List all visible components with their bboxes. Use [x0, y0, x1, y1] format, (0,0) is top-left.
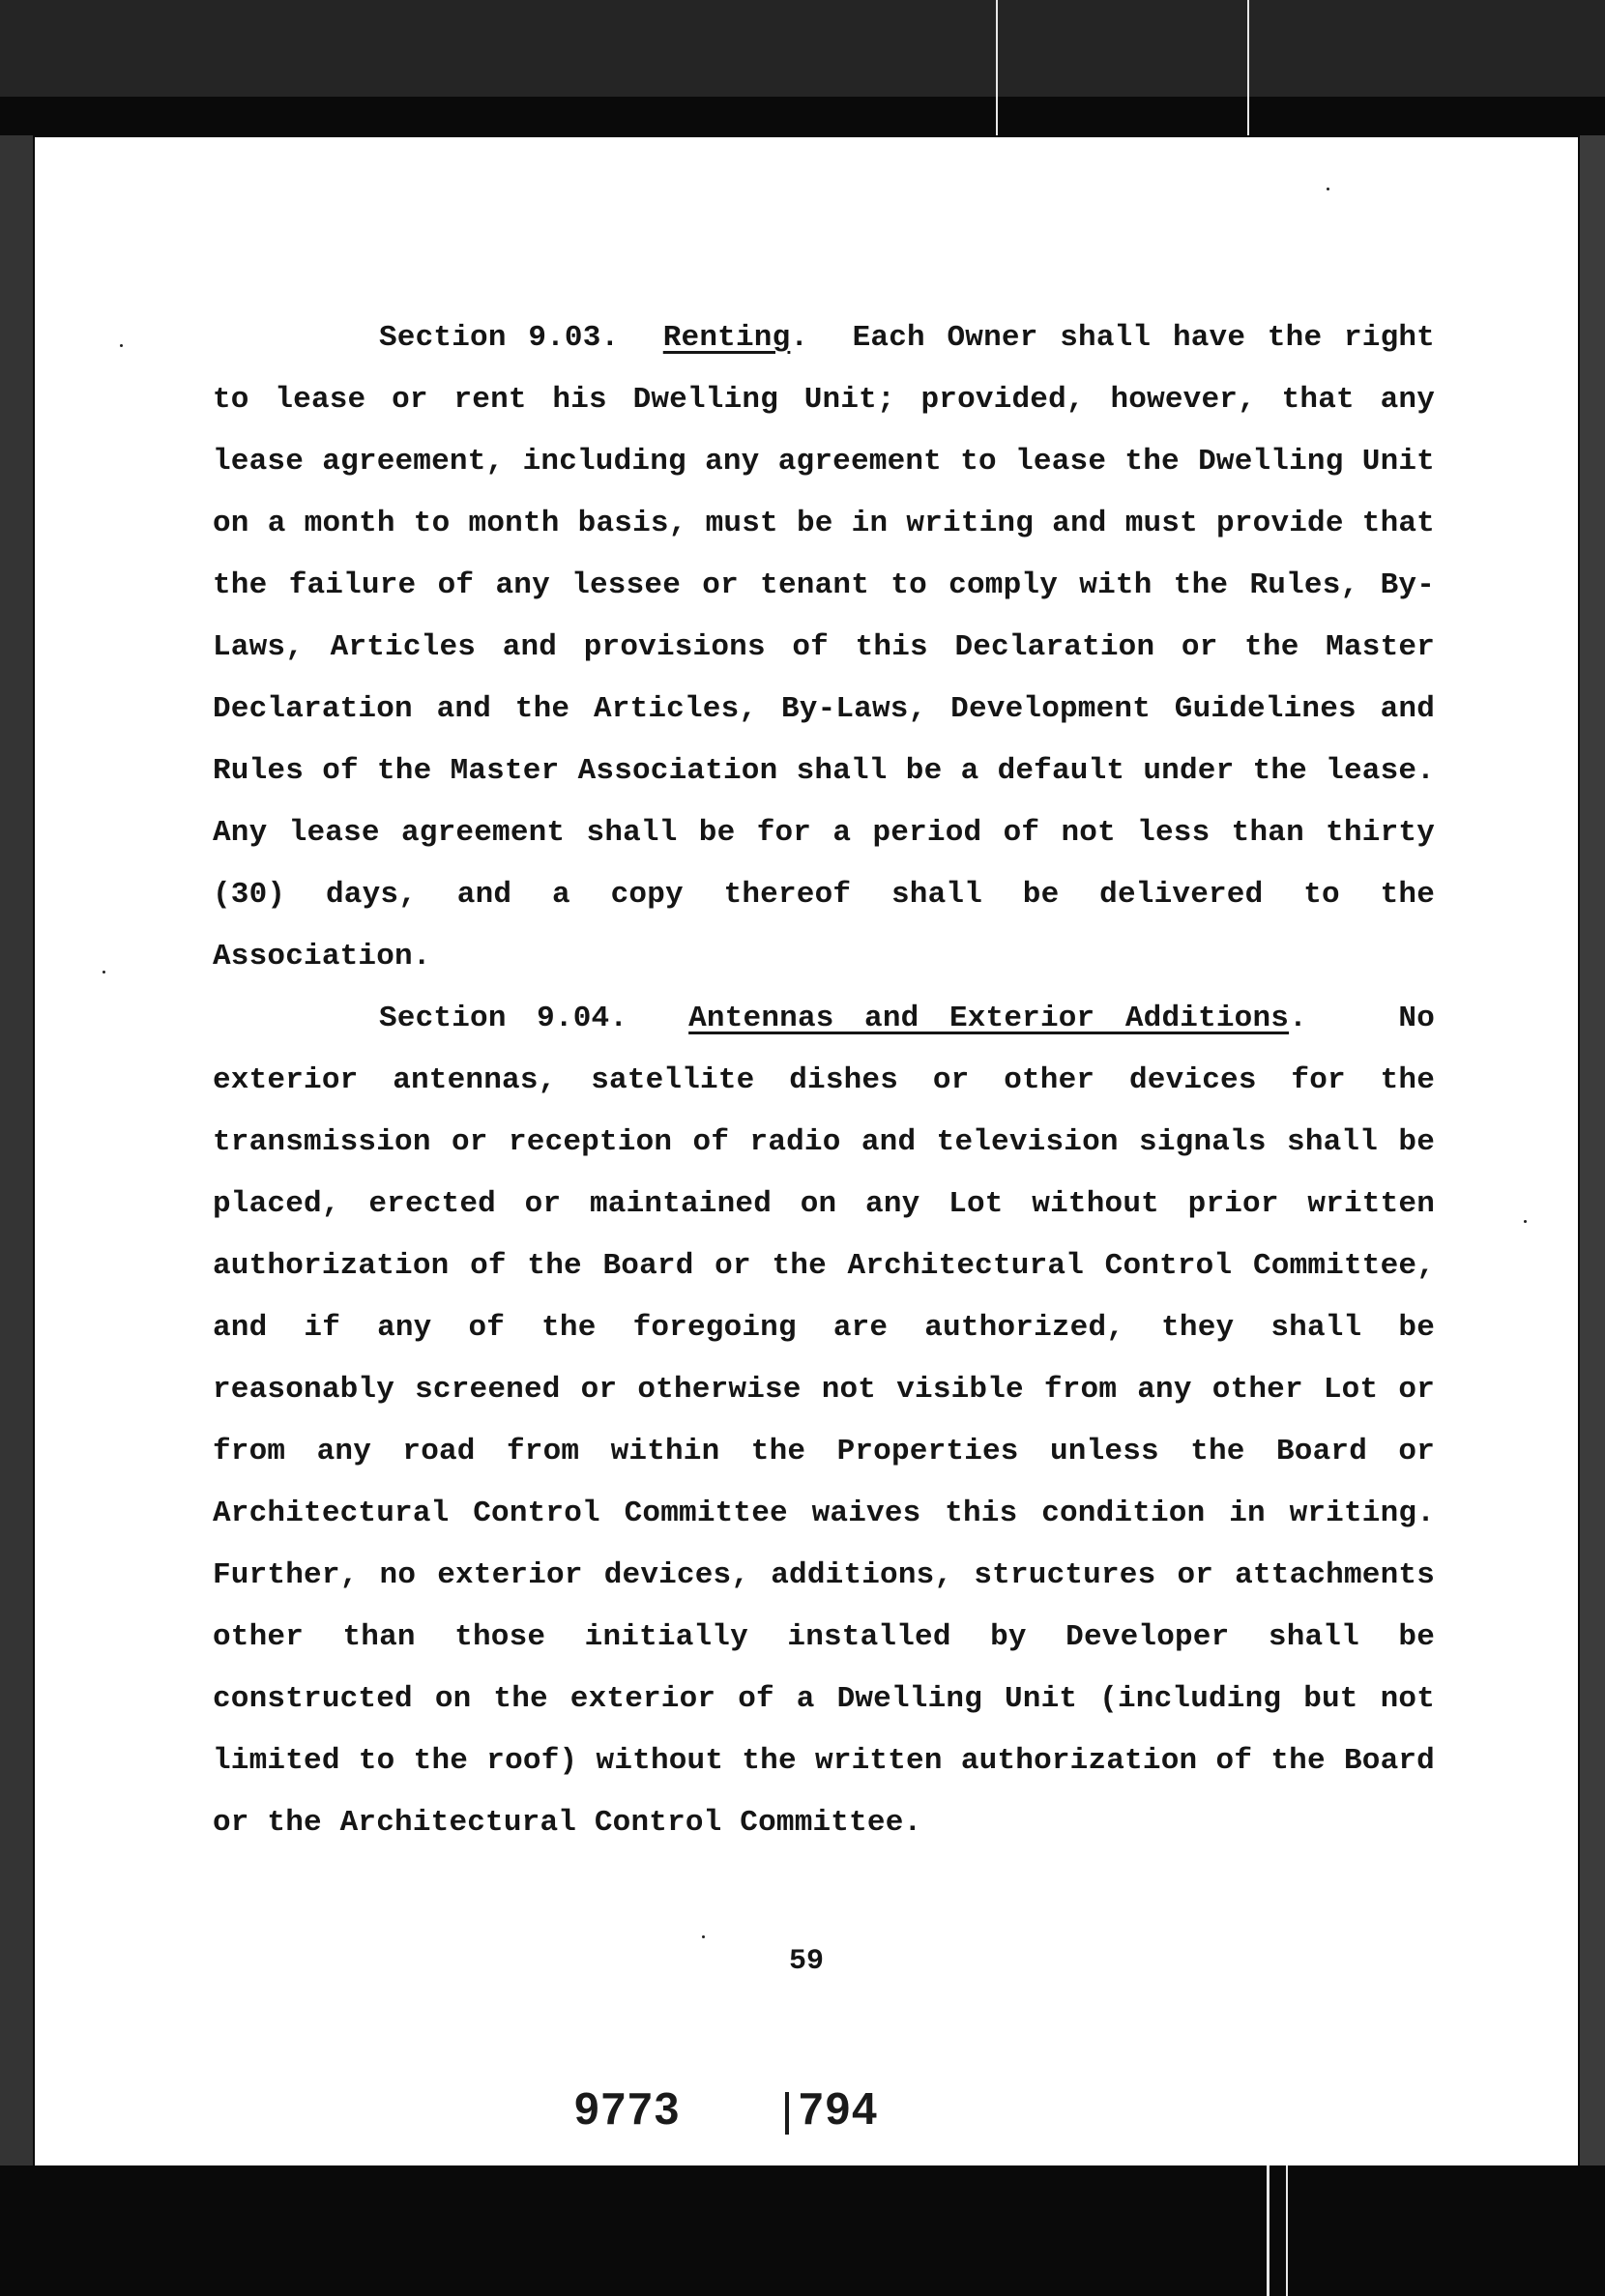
recording-book-number: 9773	[574, 2083, 682, 2134]
scan-speck	[702, 1935, 705, 1938]
section-title: Renting	[662, 321, 791, 355]
recording-page-number: 794	[799, 2083, 879, 2134]
scan-speck	[120, 344, 123, 347]
scan-noise-top	[0, 0, 1605, 97]
title-punct: .	[790, 321, 809, 355]
section-body: Each Owner shall have the right to lease or rent his Dwelling Unit; provided, however, that any lease agreement, including any agreement to lease the Dwelling Unit on a month to month basis, must be in writing and must provide that the failure of any lessee or tenant to comply with the Rules, By-Laws, Articles and provisions of this Declaration or the Master Declaration and the Articles, By-Laws, Development Guidelines and Rules of the Master Association shall be a default under the lease. Any lease agreement shall be for a period of not less than thirty (30) days, and a copy thereof shall be delivered to the Association.	[213, 321, 1435, 974]
section-9-04	[213, 988, 1435, 1854]
document-body	[213, 307, 1435, 1854]
document-page	[35, 137, 1578, 2165]
scan-streak	[1267, 2165, 1269, 2296]
scan-streak	[1286, 2165, 1288, 2296]
scan-streak	[996, 0, 998, 135]
section-number: Section 9.03.	[379, 321, 620, 355]
scan-noise-right	[1580, 135, 1605, 2165]
scan-streak	[1247, 0, 1249, 135]
scan-speck	[1327, 188, 1329, 190]
stamp-divider	[785, 2092, 789, 2135]
section-9-03	[213, 307, 1435, 988]
section-title: Antennas and Exterior Additions	[688, 1002, 1290, 1035]
scan-speck	[102, 971, 105, 974]
section-number: Section 9.04.	[379, 1002, 628, 1035]
page-number: 59	[788, 1945, 824, 1978]
section-body: No exterior antennas, satellite dishes or other devices for the transmission or reception of radio and television signals shall be placed, erected or maintained on any Lot without prior written authorization of the Board or the Architectural Control Committee, and if any of the foregoing are authorized, they shall be reasonably screened or otherwise not visible from any other Lot or from any road from within the Properties unless the Board or Architectural Control Committee waives this condition in writing. Further, no exterior devices, additions, structures or attachments other than those initially installed by Developer shall be constructed on the exterior of a Dwelling Unit (including but not limited to the roof) without the written authorization of the Board or the Architectural Control Committee.	[213, 1002, 1435, 1840]
scan-noise-left	[0, 135, 33, 2165]
title-punct: .	[1289, 1002, 1307, 1035]
scan-speck	[1524, 1220, 1527, 1223]
